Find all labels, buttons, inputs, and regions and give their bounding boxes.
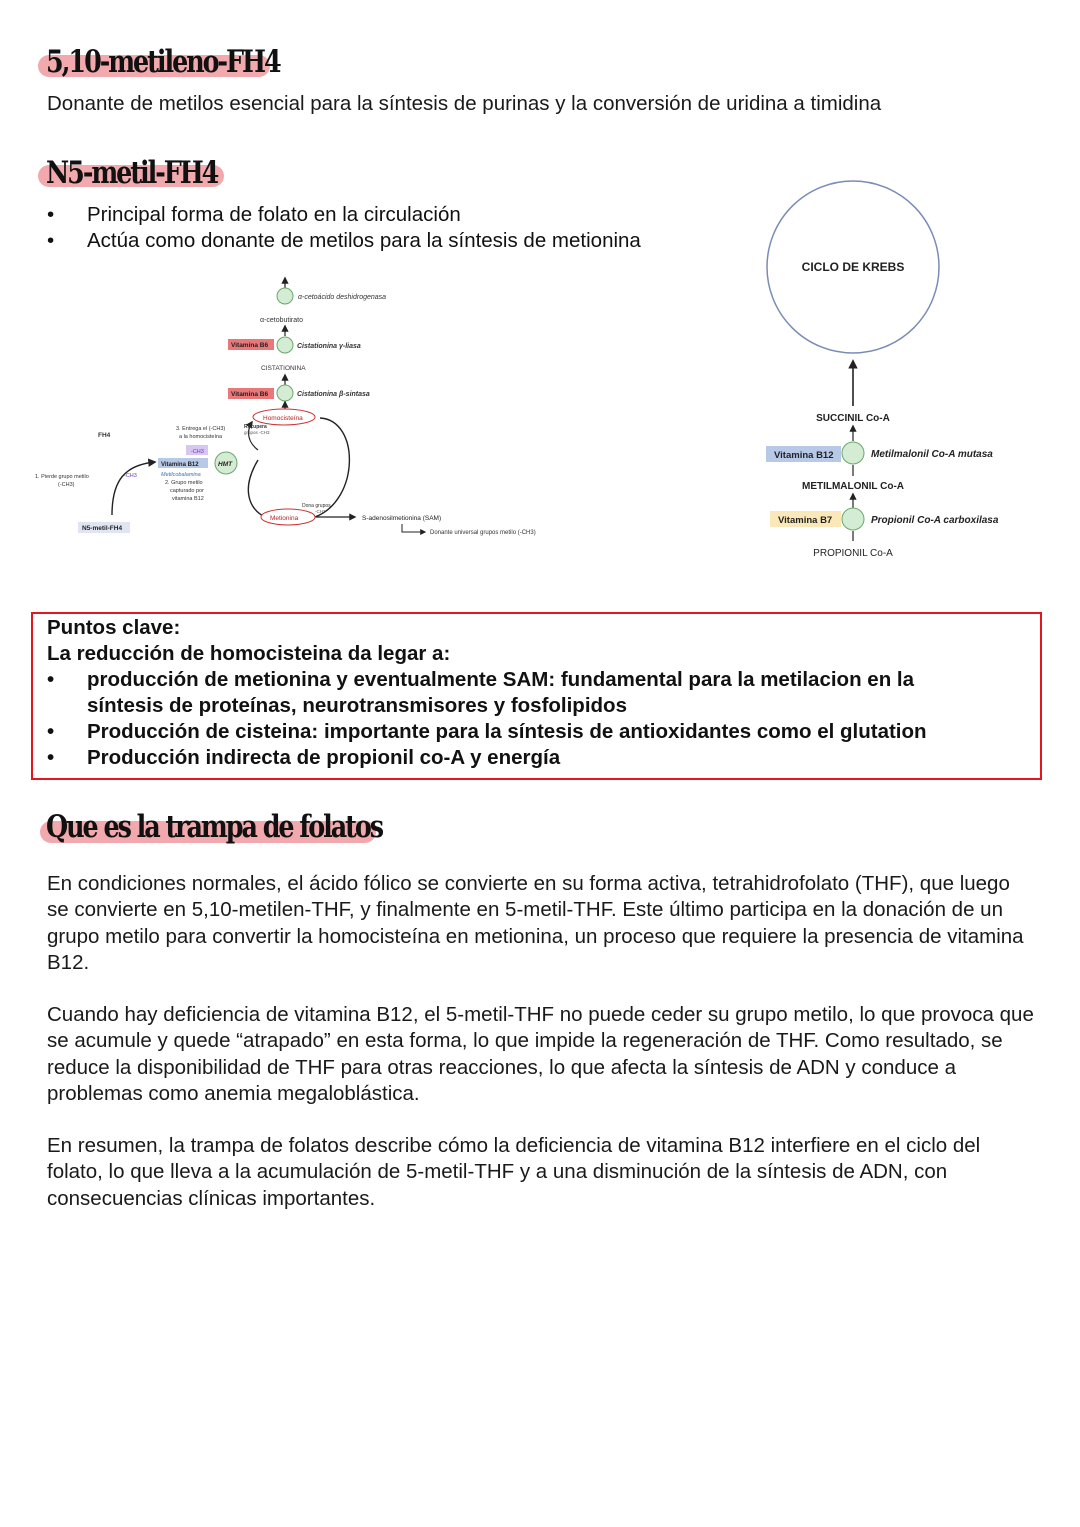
ch3-small-label: -CH3 (124, 473, 137, 479)
grupo-label: vitamina B12 (172, 496, 204, 502)
recupera-label: Recupera (244, 424, 267, 430)
enzyme-mutasa: Metilmalonil Co-A mutasa (871, 449, 993, 460)
paragraph: En condiciones normales, el ácido fólico se convierte en su forma activa, tetrahidrofolato (THF), que luego se convierte en 5,10-metilen-THF, y finalmente en 5-metil-THF. Este último participa en la donación de un grupo metilo para convertir la homocisteína en metionina, un proceso que requiere la presencia de vitamina B12. (47, 872, 1024, 974)
paragraph: Cuando hay deficiencia de vitamina B12, el 5-metil-THF no puede ceder su grupo metilo, lo que provoca que se acumule y quede “atrapado” en esta forma, lo que impide la regeneración de THF. Como resultado, se reduce la disponibilidad de THF para otras reacciones, lo que afecta la síntesis de ADN y conduce a problemas como anemia megaloblástica. (47, 1003, 1034, 1105)
vitamin-b6-label: Vitamina B6 (231, 342, 269, 349)
entrega-label: a la homocisteína (179, 434, 223, 440)
bullet-dot: • (47, 229, 55, 252)
propionyl-pathway-diagram (760, 176, 1010, 566)
methionine-cycle-diagram (30, 270, 590, 560)
vitamin-b12-label: Vitamina B12 (774, 450, 834, 461)
pierde-label: 1. Pierde grupo metilo (35, 474, 89, 480)
key-point-text: Producción indirecta de propionil co-A y energía (87, 746, 561, 769)
bullet-dot: • (47, 720, 55, 743)
vitamin-b7-label: Vitamina B7 (778, 515, 833, 526)
bullet-dot: • (47, 668, 55, 691)
dona-label: -CH3 (315, 509, 326, 514)
bullet-dot: • (47, 203, 55, 226)
metabolite-label: CISTATIONINA (261, 365, 306, 372)
key-point-text: Producción de cisteina: importante para la síntesis de antioxidantes como el glutation (87, 720, 927, 743)
enzyme-carboxilasa: Propionil Co-A carboxilasa (871, 515, 999, 526)
n5-label: N5-metil-FH4 (82, 525, 123, 532)
metilcobalamina-label: Metilcobalamina (161, 472, 201, 478)
enzyme-label: Cistationina β-sintasa (297, 391, 370, 398)
fh4-label: FH4 (98, 432, 111, 439)
bullet-text: Actúa como donante de metilos para la síntesis de metionina (87, 229, 641, 252)
metabolite-propionil: PROPIONIL Co-A (813, 548, 893, 559)
bullet-text: Principal forma de folato en la circulación (87, 203, 461, 226)
hmt-label: HMT (218, 461, 233, 468)
dona-label: Dona grupos (302, 503, 331, 509)
key-point-text: producción de metionina y eventualmente SAM: fundamental para la metilacion en la (87, 668, 915, 691)
pierde-label: (-CH3) (58, 482, 75, 488)
sam-label: S-adenosilmetionina (SAM) (362, 515, 442, 522)
paragraph: En resumen, la trampa de folatos describe cómo la deficiencia de vitamina B12 interfiere en el ciclo del folato, lo que lleva a la acumulación de 5-metil-THF y a una disminución de la síntesis de ADN, con consecuencias clínicas importantes. (47, 1134, 981, 1210)
donante-label: Donante universal grupos metilo (-CH3) (430, 530, 536, 536)
key-point-text: síntesis de proteínas, neurotransmisores y fosfolipidos (87, 694, 627, 717)
section-title-metileno: 5,10-metileno-FH4 (46, 44, 280, 80)
recupera-label: grupos -CH3 (244, 430, 270, 435)
section-title-trampa: Que es la trampa de folatos (46, 809, 383, 845)
grupo-label: capturado por (170, 488, 204, 494)
entrega-label: 3. Entrega el (-CH3) (176, 426, 226, 432)
bullet-dot: • (47, 746, 55, 769)
enzyme-label: Cistationina γ-liasa (297, 343, 361, 350)
metabolite-label: α-cetobutirato (260, 317, 303, 324)
metabolite-metionina: Metionina (270, 515, 299, 522)
metabolite-succinil: SUCCINIL Co-A (816, 413, 890, 424)
vitamin-b12-label: Vitamina B12 (161, 462, 199, 468)
ch3-label: -CH3 (191, 449, 204, 455)
grupo-label: 2. Grupo metilo (165, 480, 203, 486)
enzyme-label: α-cetoácido deshidrogenasa (298, 294, 387, 301)
vitamin-b6-label: Vitamina B6 (231, 391, 269, 398)
section-title-n5: N5-metil-FH4 (46, 155, 218, 191)
metabolite-homocisteina: Homocisteína (263, 415, 303, 422)
metabolite-metilmalonil: METILMALONIL Co-A (801, 481, 905, 492)
key-points-subtitle: La reducción de homocisteina da legar a: (47, 642, 451, 665)
key-points-title: Puntos clave: (47, 616, 181, 639)
krebs-label: CICLO DE KREBS (801, 260, 905, 274)
section-body-metileno: Donante de metilos esencial para la síntesis de purinas y la conversión de uridina a timidina (47, 92, 882, 115)
